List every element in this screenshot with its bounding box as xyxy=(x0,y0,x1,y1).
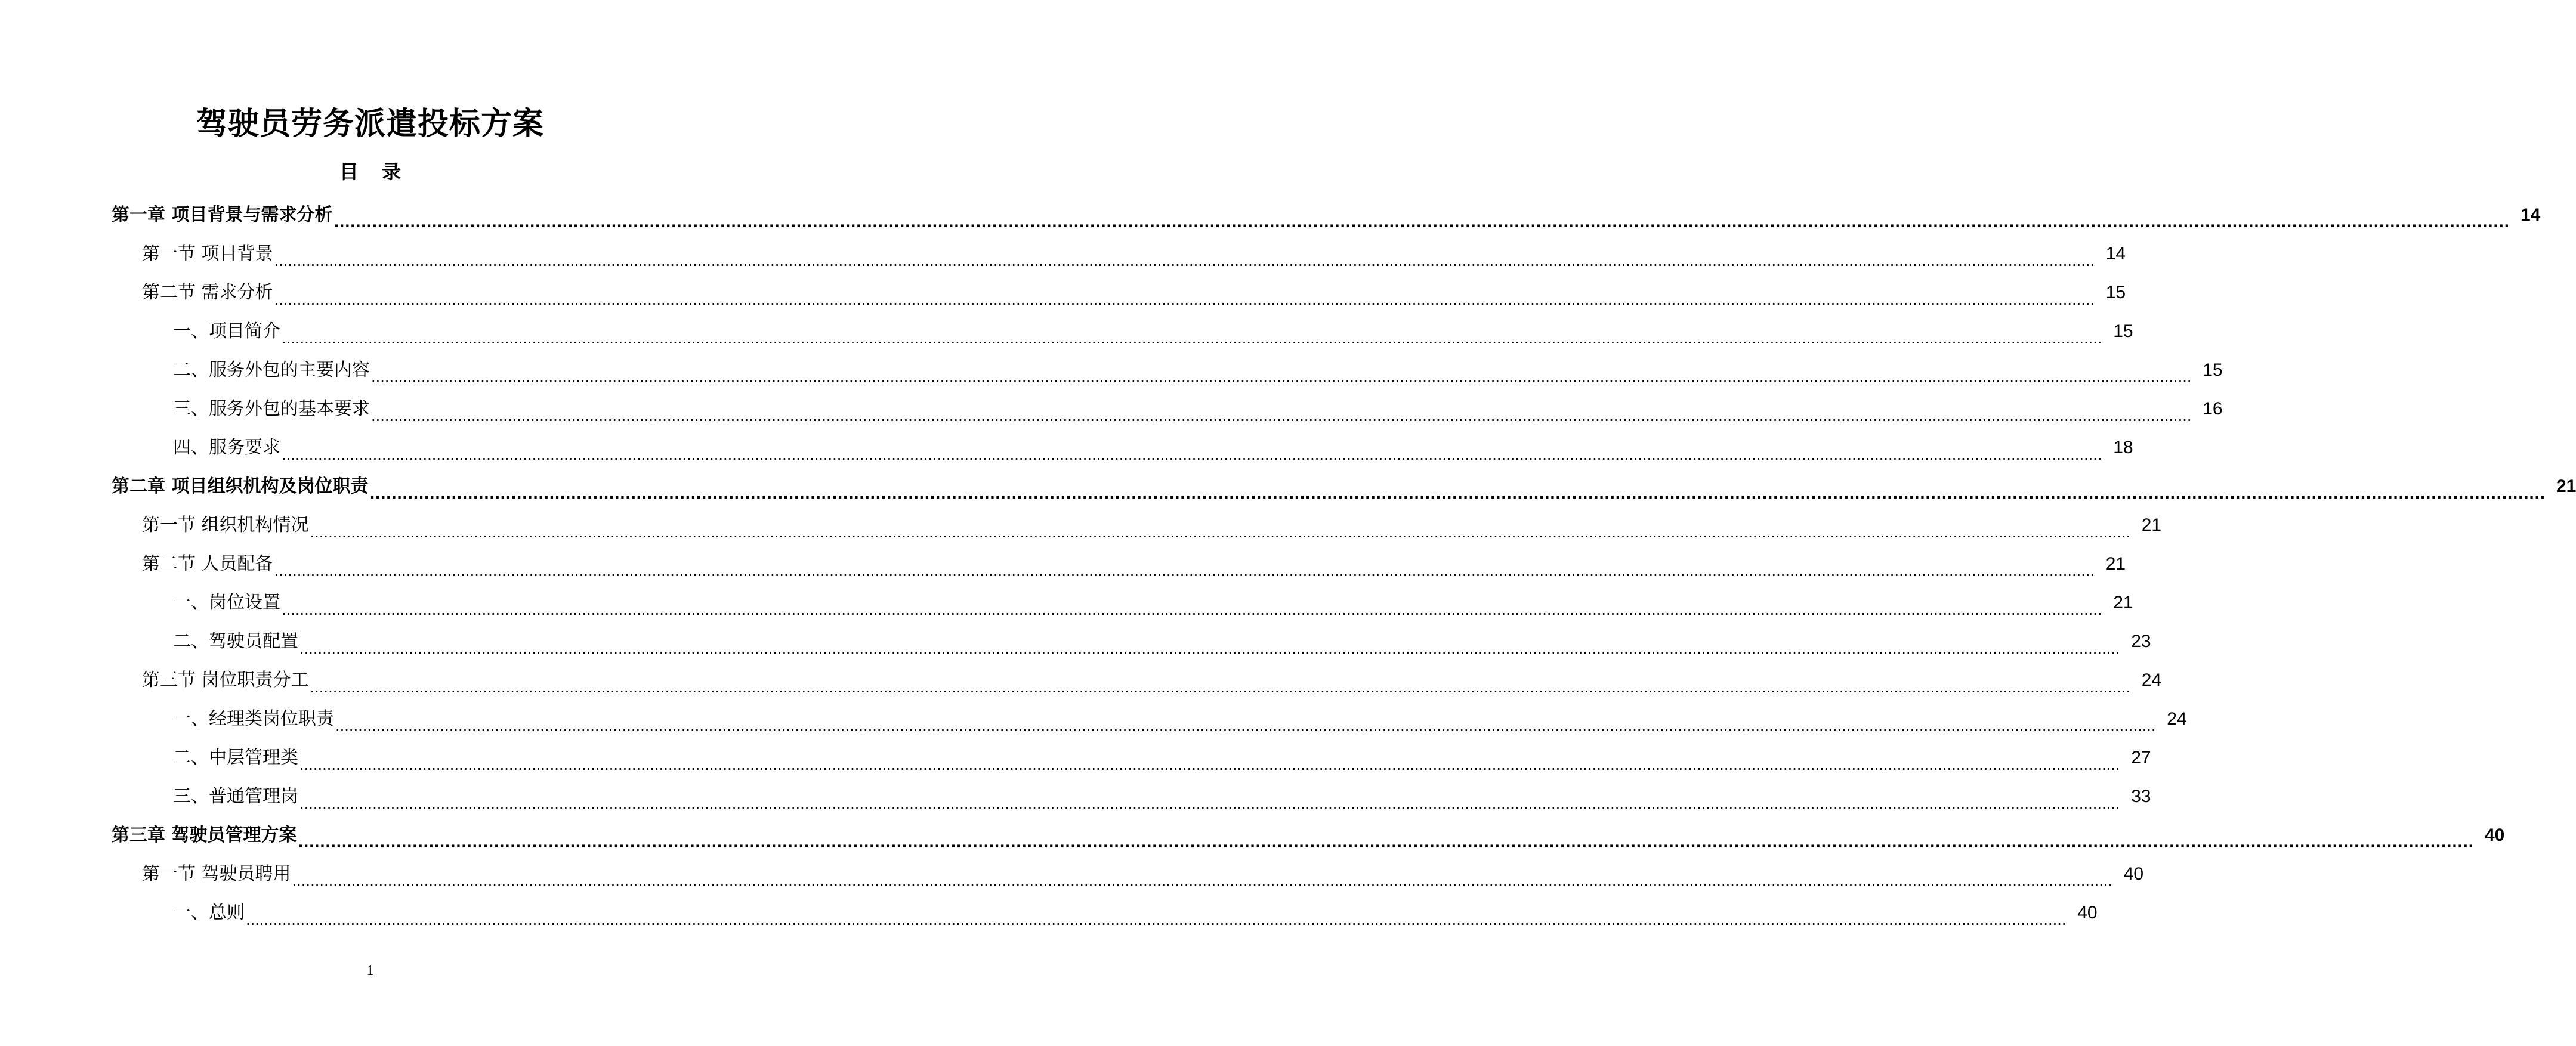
toc-entry-label: 第一节 驾驶员聘用 xyxy=(142,863,291,884)
toc-entry-label: 二、中层管理类 xyxy=(173,747,298,768)
toc-entry-page-number: 24 xyxy=(2167,708,2187,729)
toc-entry-label: 第一节 项目背景 xyxy=(142,243,273,264)
toc-dot-leader: ................................................................................................................................................................................................................................................................................................................................................................................................................ xyxy=(299,640,2120,657)
toc-dot-leader: ................................................................................................................................................................................................................................................................................................................................................................................................................ xyxy=(299,796,2120,812)
toc-entry-page-number: 40 xyxy=(2484,825,2505,845)
toc-entry-page-number: 21 xyxy=(2556,476,2576,496)
toc-entry-page-number: 33 xyxy=(2131,786,2151,806)
toc-entry-page-number: 40 xyxy=(2077,902,2098,923)
toc-entry-level-3[interactable] xyxy=(0,351,2223,389)
toc-entry-label: 三、服务外包的基本要求 xyxy=(173,398,370,419)
toc-entry-page-number: 15 xyxy=(2105,282,2126,302)
toc-entry-label: 四、服务要求 xyxy=(173,437,280,458)
toc-dot-leader: ................................................................................................................................................................................................................................................................................................................................................................................................................ xyxy=(333,214,2510,231)
toc-entry-level-3[interactable] xyxy=(0,428,2133,467)
toc-entry-level-3[interactable] xyxy=(0,583,2133,622)
toc-entry-level-3[interactable] xyxy=(0,738,2151,777)
toc-dot-leader: ................................................................................................................................................................................................................................................................................................................................................................................................................ xyxy=(335,718,2156,735)
toc-entry-label: 第二章 项目组织机构及岗位职责 xyxy=(112,475,369,497)
footer-page-number: 1 xyxy=(366,963,374,979)
toc-dot-leader: ................................................................................................................................................................................................................................................................................................................................................................................................................ xyxy=(310,679,2131,696)
toc-dot-leader: ................................................................................................................................................................................................................................................................................................................................................................................................................ xyxy=(371,369,2192,386)
toc-entry-level-2[interactable] xyxy=(0,234,2126,273)
toc-entry-label: 第一节 组织机构情况 xyxy=(142,514,309,536)
toc-entry-level-3[interactable] xyxy=(0,777,2151,816)
toc-entry-level-2[interactable] xyxy=(0,506,2162,544)
toc-entry-level-1[interactable] xyxy=(0,816,2505,855)
toc-entry-label: 二、驾驶员配置 xyxy=(173,630,298,652)
toc-entry-level-3[interactable] xyxy=(0,622,2151,661)
toc-dot-leader: ................................................................................................................................................................................................................................................................................................................................................................................................................ xyxy=(274,253,2095,270)
document-title: 驾驶员劳务派遣投标方案 xyxy=(196,106,544,142)
toc-dot-leader: ................................................................................................................................................................................................................................................................................................................................................................................................................ xyxy=(371,408,2192,425)
toc-entry-level-1[interactable] xyxy=(0,467,2576,506)
toc-entry-level-3[interactable] xyxy=(0,700,2187,738)
toc-entry-page-number: 21 xyxy=(2141,515,2162,535)
toc-entry-label: 一、经理类岗位职责 xyxy=(173,708,334,729)
toc-entry-page-number: 14 xyxy=(2105,243,2126,264)
toc-dot-leader: ................................................................................................................................................................................................................................................................................................................................................................................................................ xyxy=(274,563,2095,580)
toc-entry-level-2[interactable] xyxy=(0,273,2126,312)
toc-dot-leader: ................................................................................................................................................................................................................................................................................................................................................................................................................ xyxy=(282,602,2102,618)
toc-dot-leader: ................................................................................................................................................................................................................................................................................................................................................................................................................ xyxy=(282,447,2102,463)
toc-entry-label: 第三节 岗位职责分工 xyxy=(142,669,309,691)
toc-entry-level-3[interactable] xyxy=(0,893,2098,932)
toc-dot-leader: ................................................................................................................................................................................................................................................................................................................................................................................................................ xyxy=(298,834,2474,851)
toc-entry-page-number: 23 xyxy=(2131,631,2151,651)
toc-entry-label: 三、普通管理岗 xyxy=(173,785,298,807)
toc-entry-page-number: 27 xyxy=(2131,747,2151,768)
toc-dot-leader: ................................................................................................................................................................................................................................................................................................................................................................................................................ xyxy=(246,912,2067,929)
toc-entry-level-1[interactable] xyxy=(0,196,2541,234)
toc-entry-level-2[interactable] xyxy=(0,855,2144,893)
toc-dot-leader: ................................................................................................................................................................................................................................................................................................................................................................................................................ xyxy=(369,485,2546,502)
toc-entry-page-number: 40 xyxy=(2123,864,2144,884)
toc-dot-leader: ................................................................................................................................................................................................................................................................................................................................................................................................................ xyxy=(292,873,2113,890)
toc-entry-level-3[interactable] xyxy=(0,312,2133,351)
table-of-contents xyxy=(0,196,2576,932)
toc-entry-page-number: 24 xyxy=(2141,670,2162,690)
toc-entry-page-number: 15 xyxy=(2203,360,2223,380)
toc-entry-page-number: 21 xyxy=(2113,592,2133,612)
toc-entry-label: 一、总则 xyxy=(173,902,245,923)
toc-dot-leader: ................................................................................................................................................................................................................................................................................................................................................................................................................ xyxy=(274,292,2095,308)
toc-entry-label: 第三章 驾驶员管理方案 xyxy=(112,824,297,846)
toc-entry-label: 第二节 人员配备 xyxy=(142,553,273,574)
toc-entry-level-2[interactable] xyxy=(0,661,2162,700)
toc-entry-label: 二、服务外包的主要内容 xyxy=(173,359,370,380)
toc-entry-label: 一、项目简介 xyxy=(173,320,280,342)
toc-entry-label: 第二节 需求分析 xyxy=(142,281,273,303)
toc-entry-page-number: 21 xyxy=(2105,553,2126,574)
toc-entry-level-2[interactable] xyxy=(0,544,2126,583)
toc-entry-page-number: 15 xyxy=(2113,321,2133,341)
toc-entry-page-number: 16 xyxy=(2203,398,2223,419)
toc-dot-leader: ................................................................................................................................................................................................................................................................................................................................................................................................................ xyxy=(310,524,2131,541)
toc-entry-level-3[interactable] xyxy=(0,389,2223,428)
toc-entry-page-number: 18 xyxy=(2113,437,2133,457)
toc-entry-label: 第一章 项目背景与需求分析 xyxy=(112,204,333,225)
toc-dot-leader: ................................................................................................................................................................................................................................................................................................................................................................................................................ xyxy=(299,757,2120,773)
toc-dot-leader: ................................................................................................................................................................................................................................................................................................................................................................................................................ xyxy=(282,330,2102,347)
toc-heading: 目 录 xyxy=(339,160,410,183)
toc-entry-page-number: 14 xyxy=(2520,205,2541,225)
toc-entry-label: 一、岗位设置 xyxy=(173,592,280,613)
